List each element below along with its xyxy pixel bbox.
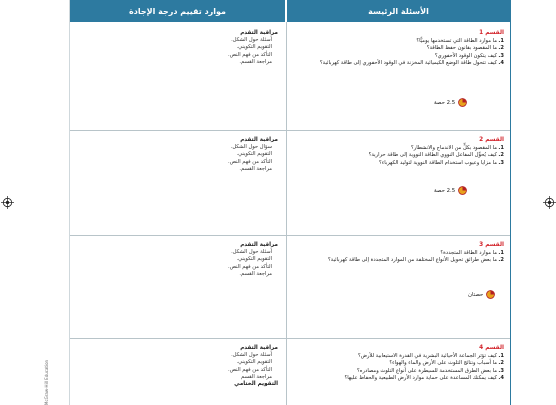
resource-item: مراجعة القسم.: [239, 165, 272, 172]
summative-assessment-title: التقويم الختامي: [234, 381, 278, 388]
question-text: كيف يُحوِّل المفاعل النووي الطاقة النووية إلى طاقة حرارية؟: [368, 152, 497, 159]
resource-item: أسئلة حول الشكل.: [231, 37, 272, 44]
question-text: ما مزايا وعيوب استخدام الطاقة النووية لتوليد الكهرباء؟: [379, 159, 497, 166]
question-text: ما بعض طرائق تحويل الأنواع المختلفة من الموارد المتجددة إلى طاقة كهربائية؟: [328, 257, 497, 264]
resource-item: التأكد من فهم النص.: [228, 51, 272, 58]
resources-title: مراقبة التقدم: [240, 242, 278, 248]
resource-item: التقويم التكويني.: [236, 151, 272, 158]
question-number: 1.: [498, 38, 504, 45]
resource-item: التأكد من فهم النص.: [228, 263, 272, 270]
resource-item: سؤال حول الشكل.: [230, 144, 272, 151]
resources-title: مراقبة التقدم: [240, 137, 278, 143]
question-item: [292, 375, 504, 382]
resource-item: مراجعة القسم: [241, 373, 272, 380]
question-text: ما موارد الطاقة المتجددة؟: [440, 250, 497, 257]
session-time: [434, 98, 467, 107]
question-number: 2.: [498, 257, 504, 264]
question-number: 1.: [498, 353, 504, 360]
section-label: القسم 3: [479, 242, 504, 248]
question-number: 1.: [498, 250, 504, 257]
question-number: 2.: [498, 45, 504, 52]
section-4-questions: [292, 345, 504, 382]
resource-item: مراجعة القسم.: [239, 58, 272, 65]
session-time: [434, 186, 467, 195]
row-divider: [70, 338, 510, 339]
question-text: ما موارد الطاقة التي تستخدمها يوميًّا؟: [416, 38, 497, 45]
resources-title: مراقبة التقدم: [240, 345, 278, 351]
resources-title: مراقبة التقدم: [240, 30, 278, 36]
question-text: ما أسباب ونتائج التلوث على الأرض والماء والهواء؟: [389, 360, 497, 367]
section-3-resources: [78, 242, 278, 278]
section-1-resources: [78, 30, 278, 66]
question-item: [292, 38, 504, 45]
section-label: القسم 1: [479, 30, 504, 36]
question-item: [292, 53, 504, 60]
question-item: [292, 368, 504, 375]
clock-icon: [458, 98, 467, 107]
clock-icon: [458, 186, 467, 195]
registration-mark-icon: [543, 196, 556, 209]
resource-item: التقويم التكويني.: [236, 44, 272, 51]
section-4-resources: [78, 345, 278, 388]
session-time-text: 2.5 حصة: [434, 99, 456, 106]
question-text: ما المقصود بقانون حفظ الطاقة؟: [426, 45, 497, 52]
question-item: [292, 60, 504, 67]
section-2-questions: [292, 137, 504, 167]
section-1-questions: [292, 30, 504, 67]
question-text: ما بعض الطرق المستخدمة للسيطرة على أنواع التلوث ومصادره؟: [357, 367, 497, 374]
resource-item: التأكد من فهم النص.: [228, 158, 272, 165]
resource-item: التأكد من فهم النص.: [228, 366, 272, 373]
section-label: القسم 2: [479, 137, 504, 143]
question-item: [292, 45, 504, 52]
section-2-resources: [78, 137, 278, 173]
side-credit: McGraw-Hill Education: [44, 359, 49, 405]
question-text: كيف تؤثر الجماعة الأحيائية البشرية في القدرة الاستيعابية للأرض؟: [357, 353, 497, 360]
planner-table: [69, 0, 511, 405]
session-time: [468, 290, 495, 299]
question-item: [292, 360, 504, 367]
question-number: 3.: [498, 52, 504, 59]
clock-icon: [486, 290, 495, 299]
resource-item: أسئلة حول الشكل.: [231, 352, 272, 359]
session-time-text: حصتان: [468, 291, 484, 298]
resource-item: التقويم التكويني.: [236, 256, 272, 263]
section-3-questions: [292, 242, 504, 265]
session-time-text: 2.5 حصة: [434, 187, 456, 194]
resource-item: أسئلة حول الشكل.: [231, 249, 272, 256]
question-text: كيف يمكنك المساعدة على حماية موارد الأرض الطبيعية والحفاظ عليها؟: [344, 374, 497, 381]
question-text: كيف يتكون الوقود الأحفوري؟: [434, 52, 497, 59]
resources-header: موارد تقييم درجة الإجادة: [70, 0, 285, 22]
resource-item: التقويم التكويني.: [236, 359, 272, 366]
question-number: 3.: [498, 367, 504, 374]
section-label: القسم 4: [479, 345, 504, 351]
row-divider: [70, 235, 510, 236]
question-item: [292, 160, 504, 167]
column-separator: [286, 22, 287, 405]
question-item: [292, 152, 504, 159]
question-number: 3.: [498, 159, 504, 166]
resource-item: مراجعة القسم.: [239, 270, 272, 277]
question-number: 4.: [498, 374, 504, 381]
row-divider: [70, 130, 510, 131]
question-item: [292, 257, 504, 264]
question-text: ما المقصود بكلٍّ من الاندماج والانشطار؟: [410, 145, 497, 152]
question-number: 2.: [498, 360, 504, 367]
question-number: 1.: [498, 145, 504, 152]
question-text: كيف تتحول طاقة الوضع الكيميائية المخزنة في الوقود الأحفوري إلى طاقة كهربائية؟: [319, 59, 497, 66]
questions-header: الأسئلة الرئيسة: [287, 0, 510, 22]
question-number: 2.: [498, 152, 504, 159]
question-number: 4.: [498, 59, 504, 66]
registration-mark-icon: [1, 196, 14, 209]
